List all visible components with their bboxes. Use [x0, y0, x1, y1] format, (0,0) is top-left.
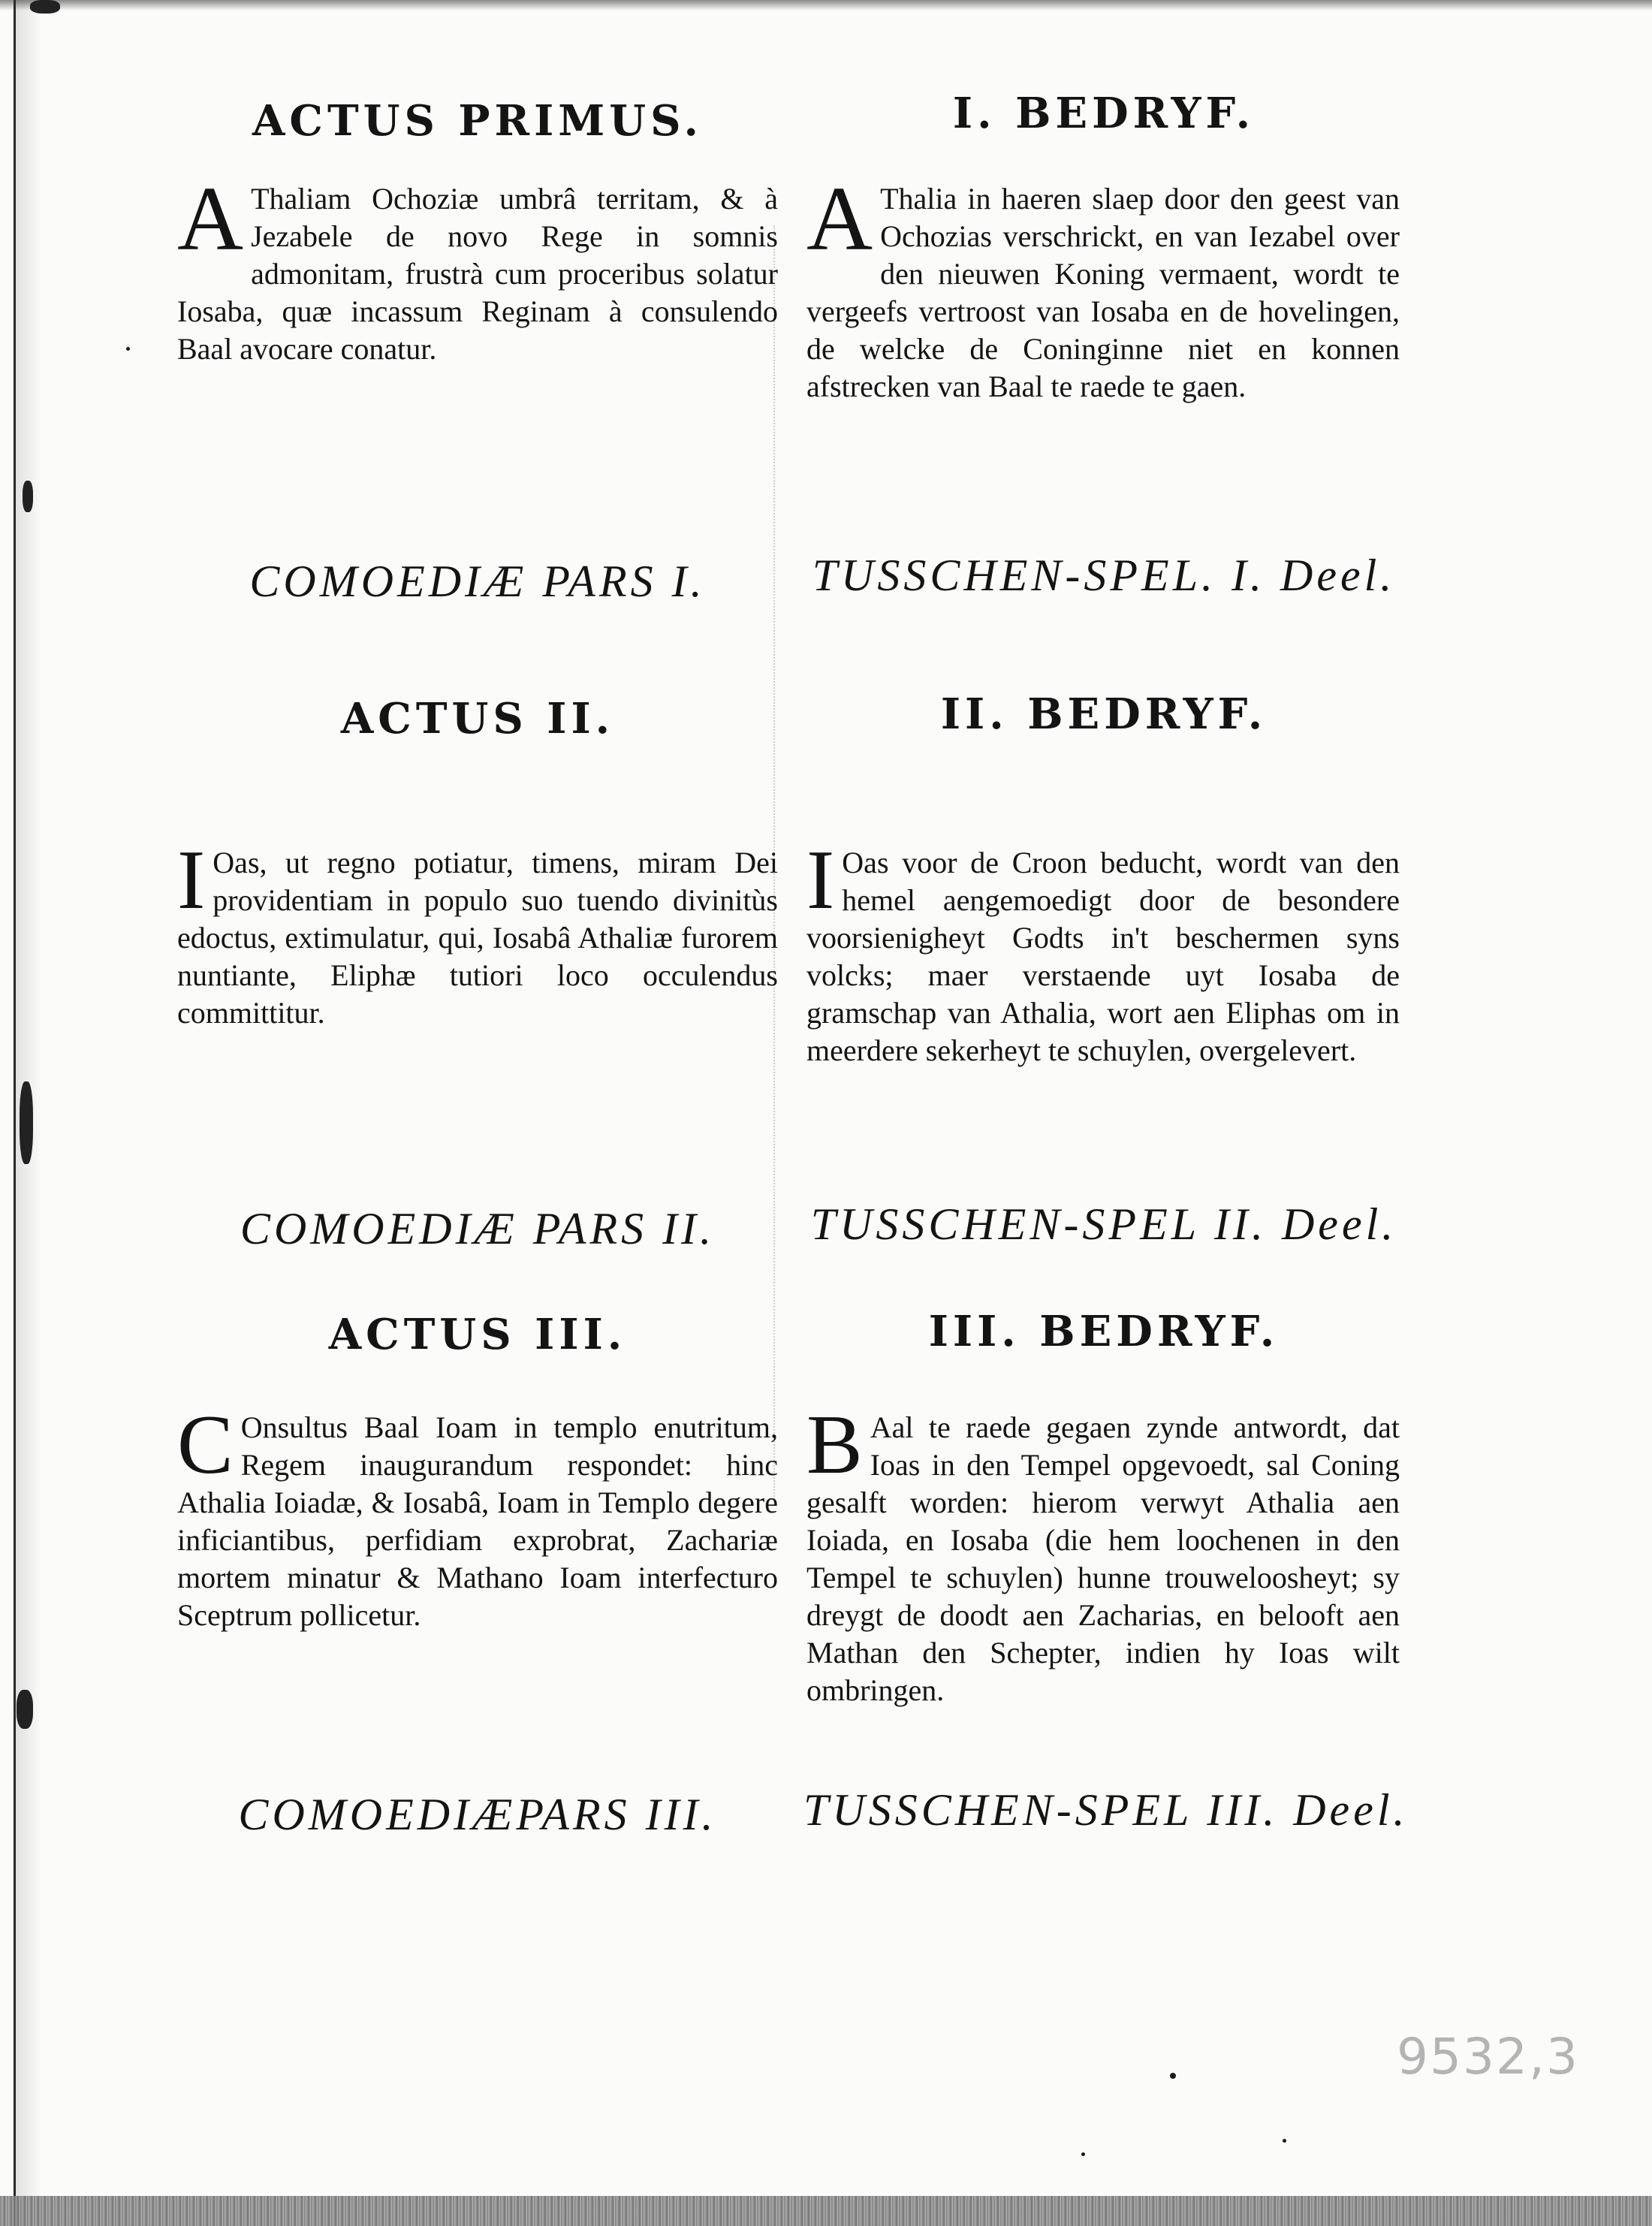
act-summary-latin [177, 1398, 778, 1634]
ink-speck [20, 1081, 33, 1164]
ink-speck [30, 0, 60, 14]
summary-text: Onsultus Baal Ioam in templo enutritum, Regem inaugurandum respondet: hinc Athalia Ioiadæ, & Iosabâ, Ioam in Templo degere inficiantibus, perfidiam exprobrat, Zachariæ mortem minatur & Mathano Ioam interfecturo Sceptrum pollicetur. [177, 1410, 778, 1632]
ink-dot [1170, 2073, 1176, 2079]
drop-cap: A [806, 168, 873, 270]
act-heading-dutch: III. BEDRYF. [928, 1307, 1280, 1356]
scan-bottom-edge [0, 2196, 1652, 2226]
act-heading-dutch: I. BEDRYF. [952, 89, 1256, 138]
act-heading-dutch: II. BEDRYF. [940, 689, 1268, 739]
summary-text: Oas, ut regno potiatur, timens, miram Dei providentiam in populo suo tuendo divinitùs edoctus, extimulatur, qui, Iosabâ Athaliæ furorem nuntiante, Eliphæ tutiori loco occulendus committitur. [177, 846, 778, 1030]
drop-cap: C [177, 1398, 234, 1492]
ink-dot [126, 347, 130, 351]
drop-cap: I [806, 834, 835, 927]
ink-dot [1283, 2139, 1286, 2143]
catalog-number: 9532,3 [1397, 2028, 1579, 2086]
summary-text: Thalia in haeren slaep door den geest van Ochozias verschrickt, en van Iezabel over den nieuwen Koning vermaent, wordt te vergeefs vertroost van Iosaba en de hovelingen, de welcke de Coninginne niet en konnen afstrecken van Baal te raede te gaen. [806, 182, 1400, 403]
drop-cap: B [806, 1398, 863, 1492]
act-heading-latin: ACTUS II. [340, 694, 615, 744]
summary-text: Thaliam Ochoziæ umbrâ territam, & à Jezabele de novo Rege in somnis admonitam, frustrà cum proceribus solatur Iosaba, quæ incassum Reginam à consulendo Baal avocare conatur. [177, 182, 778, 366]
drop-cap: A [177, 168, 244, 270]
act-heading-latin: ACTUS III. [328, 1310, 627, 1359]
act-summary-latin [177, 834, 778, 1032]
summary-text: Aal te raede gegaen zynde antwordt, dat Ioas in den Tempel opgevoedt, sal Coning gesalft worden: hierom verwyt Athalia aen Ioiada, en Iosaba (die hem loochenen in den Tempel te schuylen) hunne trouweloosheyt; sy dreygt de doodt aen Zacharias, en belooft aen Mathan den Schepter, indien hy Ioas wilt ombringen. [806, 1410, 1400, 1707]
ink-dot [1081, 2152, 1085, 2156]
act-heading-latin: ACTUS PRIMUS. [252, 96, 704, 146]
act-summary-latin [177, 168, 778, 368]
interlude-latin: COMOEDIÆ PARS I. [249, 556, 706, 606]
act-summary-dutch [806, 834, 1400, 1069]
ink-speck [23, 481, 33, 512]
drop-cap: I [177, 834, 206, 927]
summary-text: Oas voor de Croon beducht, wordt van den hemel aengemoedigt door de besondere voorsienigheyt Godts in't beschermen syns volcks; maer verstaende uyt Iosaba de gramschap van Athalia, wort aen Eliphas om in meerdere sekerheyt te schuylen, overgelevert. [806, 846, 1400, 1067]
interlude-dutch: TUSSCHEN-SPEL. I. Deel. [812, 550, 1396, 600]
interlude-latin: COMOEDIÆPARS III. [238, 1790, 717, 1839]
interlude-dutch: TUSSCHEN-SPEL II. Deel. [810, 1199, 1397, 1249]
scan-top-edge [0, 0, 1652, 11]
act-summary-dutch [806, 168, 1400, 406]
interlude-dutch: TUSSCHEN-SPEL III. Deel. [803, 1785, 1409, 1835]
ink-speck [17, 1690, 33, 1729]
interlude-latin: COMOEDIÆ PARS II. [240, 1204, 716, 1253]
act-summary-dutch [806, 1398, 1400, 1709]
